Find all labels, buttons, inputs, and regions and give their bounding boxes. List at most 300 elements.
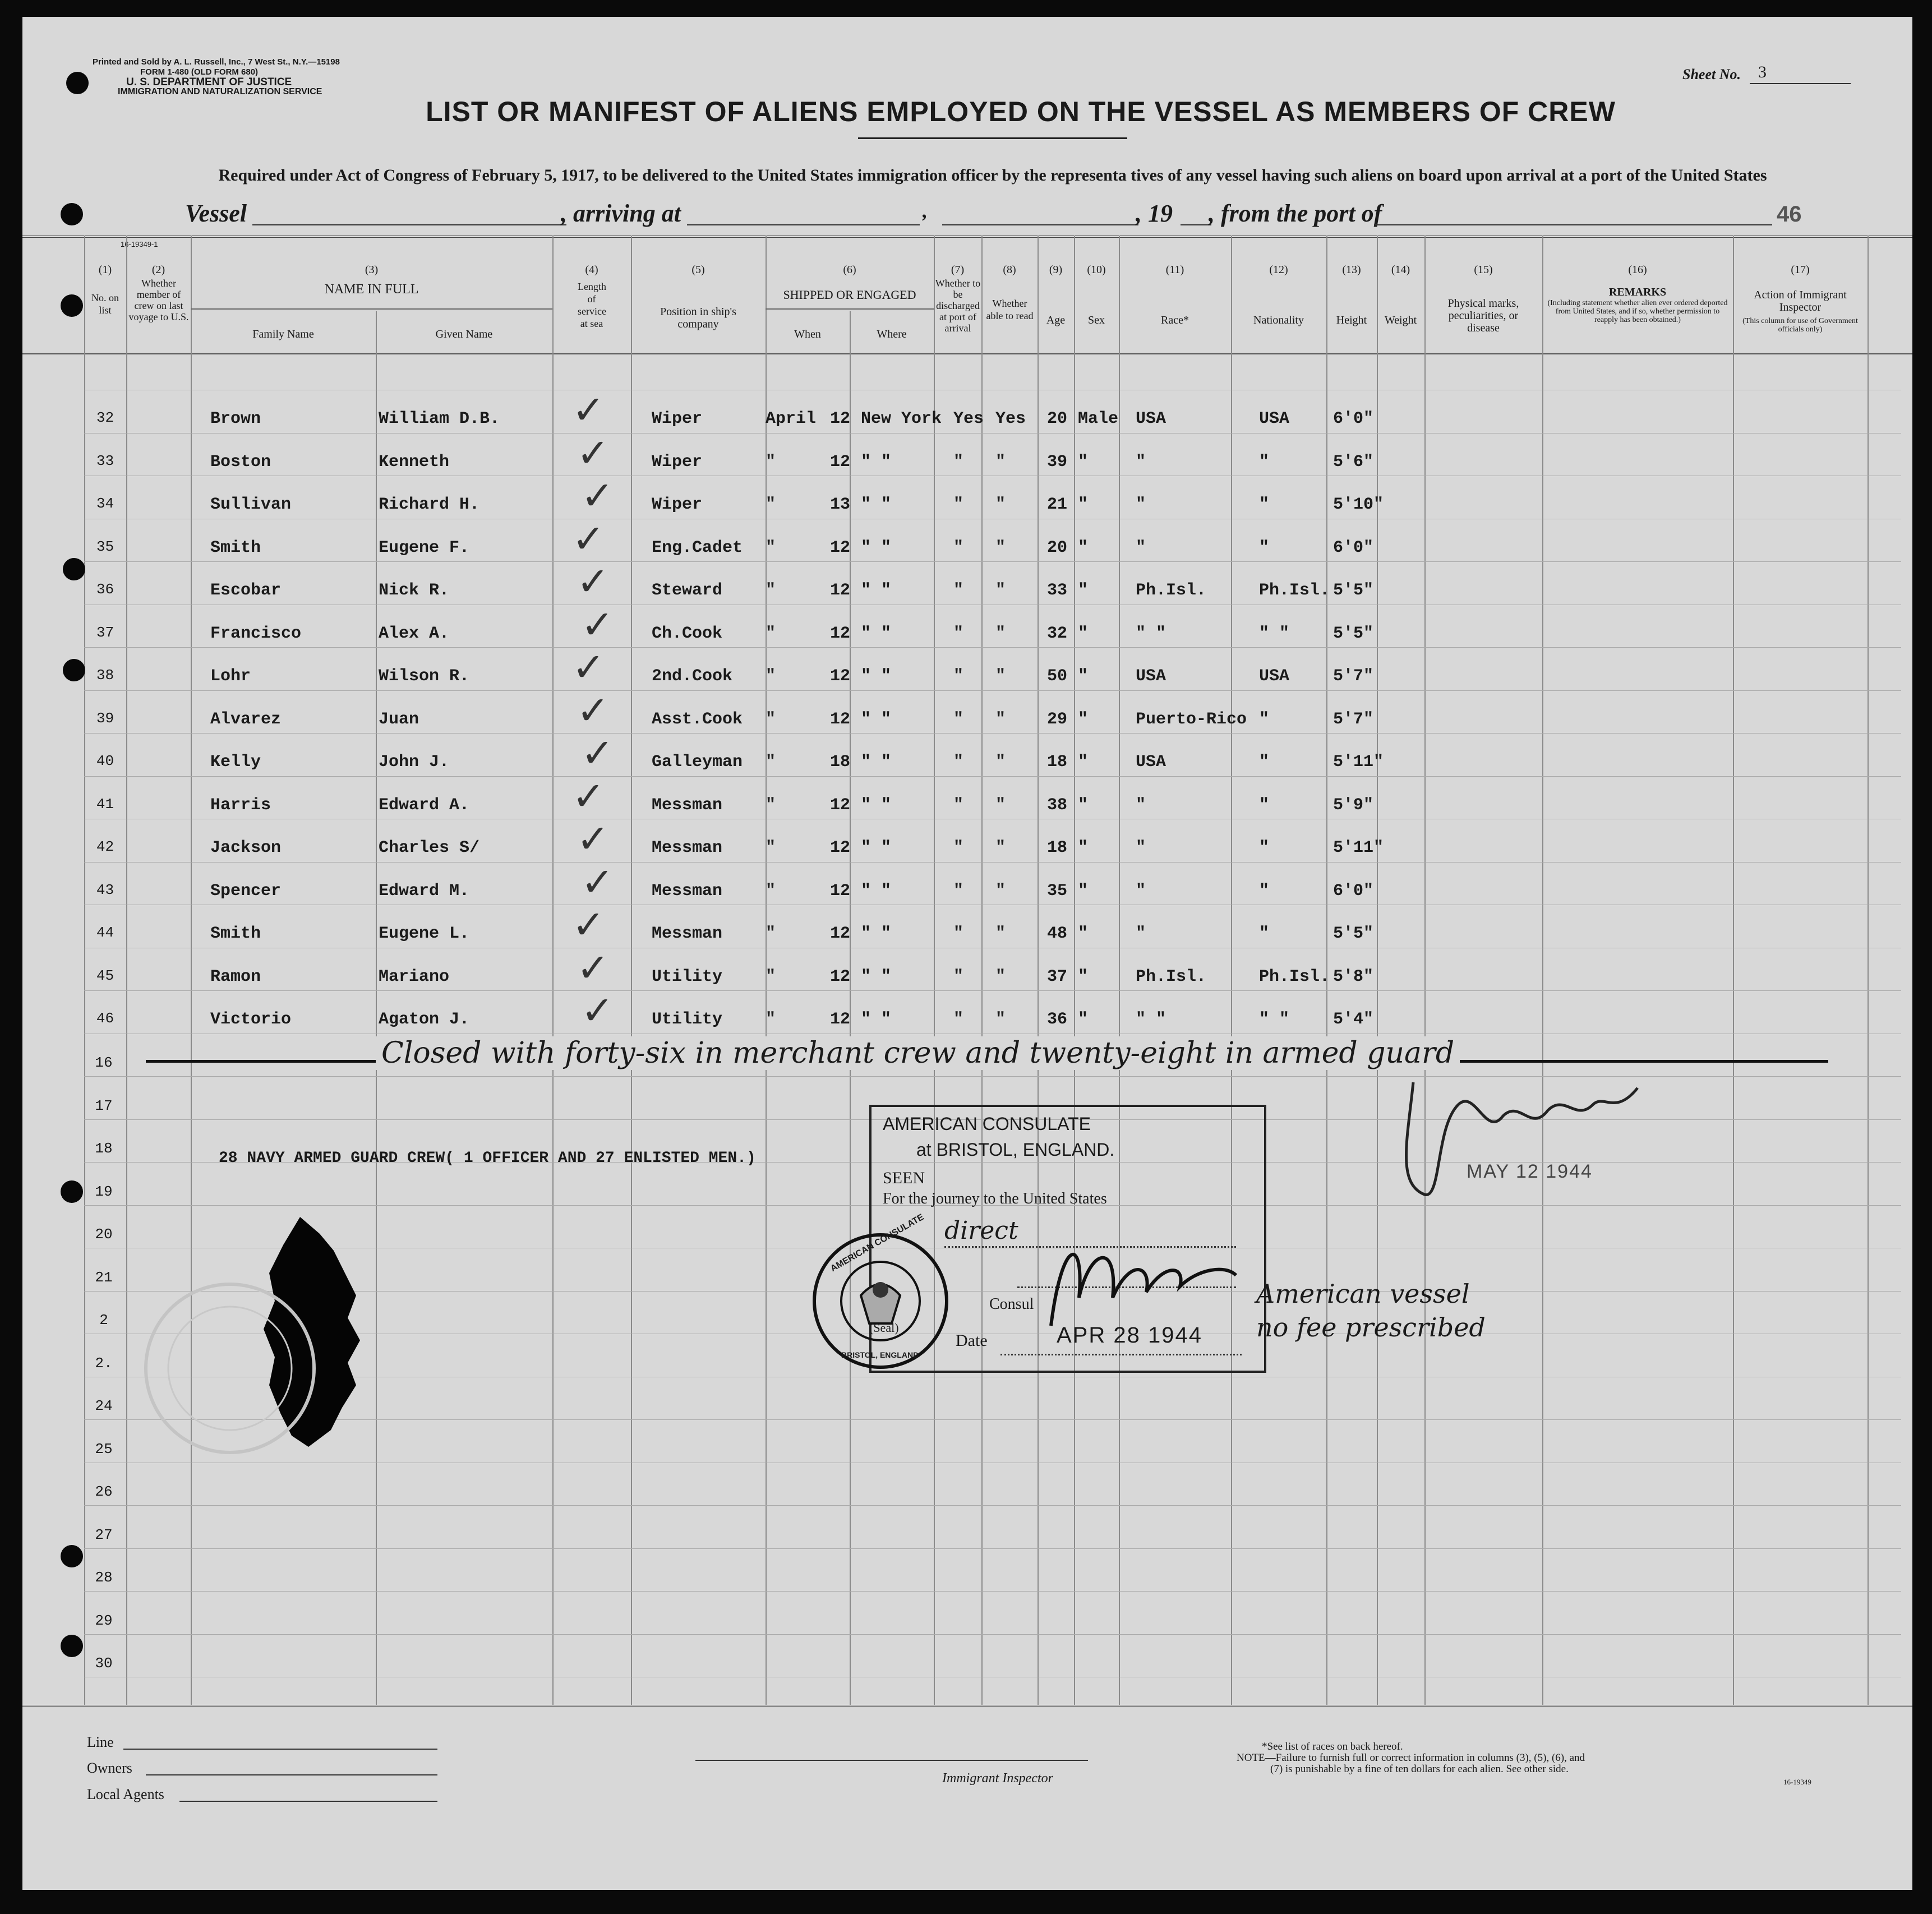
stamp-dotline	[1000, 1354, 1242, 1355]
discharged: Yes	[953, 409, 984, 428]
shipped-when: "	[766, 881, 776, 901]
punch-hole	[61, 203, 83, 225]
position: Wiper	[652, 409, 703, 428]
position: Ch.Cook	[652, 624, 723, 643]
note-line-1: NOTE—Failure to furnish full or correct information in columns (3), (5), (6), and	[1237, 1752, 1585, 1764]
row-number: 34	[96, 495, 114, 512]
table-top-rule	[22, 236, 1912, 238]
able-to-read: "	[995, 881, 1006, 901]
col17-number: (17)	[1791, 264, 1810, 276]
family-name-header: Family Name	[252, 328, 314, 340]
footer-blank	[179, 1801, 437, 1802]
col6-header: SHIPPED OR ENGAGED	[783, 288, 916, 302]
col8-number: (8)	[1003, 264, 1016, 276]
height: 5'11"	[1333, 838, 1384, 857]
grid-line	[84, 1634, 1901, 1635]
nationality: Ph.Isl.	[1259, 581, 1330, 600]
remarks-header: REMARKS	[1608, 286, 1667, 298]
col-rule	[1542, 236, 1543, 1705]
checkmark-icon: ✓	[572, 773, 605, 819]
stamp-consul: Consul	[989, 1295, 1034, 1313]
race: USA	[1136, 753, 1166, 772]
position: Messman	[652, 881, 723, 901]
shipped-subrule	[766, 308, 934, 310]
position: 2nd.Cook	[652, 667, 733, 686]
col8-header: Whether able to read	[986, 298, 1034, 321]
given-name: John J.	[379, 753, 450, 772]
age-header: Age	[1046, 314, 1066, 326]
height: 5'5"	[1333, 624, 1374, 643]
height: 6'0"	[1333, 409, 1374, 428]
port-blank	[1374, 224, 1772, 225]
col-rule	[1038, 236, 1039, 1705]
given-name: Edward A.	[379, 795, 470, 815]
position: Utility	[652, 1010, 723, 1029]
able-to-read: "	[995, 967, 1006, 986]
shipped-where: " "	[861, 881, 892, 901]
row-number: 42	[96, 838, 114, 855]
inspector-signature-line	[695, 1760, 1088, 1761]
col7-number: (7)	[951, 264, 965, 276]
nationality: " "	[1259, 624, 1290, 643]
name-subrule	[191, 308, 552, 310]
able-to-read: Yes	[995, 409, 1026, 428]
stamp-date: APR 28 1944	[1057, 1323, 1202, 1348]
armed-guard-note: 28 NAVY ARMED GUARD CREW( 1 OFFICER AND 27 ENLISTED MEN.)	[219, 1150, 756, 1167]
punch-hole	[61, 1545, 83, 1567]
age: 37	[1047, 967, 1068, 986]
col1-header: No. on list	[91, 292, 119, 316]
shipped-day: 12	[830, 452, 851, 472]
able-to-read: "	[995, 495, 1006, 514]
grid-line	[84, 647, 1901, 648]
checkmark-icon: ✓	[581, 859, 614, 905]
note-line-2: (7) is punishable by a fine of ten dollars for each alien. See other side.	[1270, 1763, 1569, 1775]
race: Ph.Isl.	[1136, 581, 1207, 600]
sex: "	[1078, 667, 1089, 686]
shipped-where: " "	[861, 581, 892, 600]
footer-agents-label: Local Agents	[87, 1786, 164, 1802]
seal-text: AMERICAN CONSULATE	[829, 1212, 926, 1274]
age: 48	[1047, 924, 1068, 943]
col10-number: (10)	[1087, 264, 1106, 276]
row-number: 32	[96, 409, 114, 426]
remarks-subheader: (Including statement whether alien ever ordered deported from United States, and if so, whether permission to reapply has been obtained.)	[1547, 299, 1728, 324]
page-title: LIST OR MANIFEST OF ALIENS EMPLOYED ON THE VESSEL AS MEMBERS OF CREW	[426, 96, 1616, 127]
inspector-signature	[1391, 1071, 1660, 1217]
row-number: 18	[95, 1140, 113, 1157]
footer-line-label: Line	[87, 1734, 114, 1750]
sex: "	[1078, 452, 1089, 472]
height-header: Height	[1336, 314, 1367, 326]
family-name: Escobar	[210, 581, 282, 600]
position: Wiper	[652, 495, 703, 514]
col-rule	[981, 236, 983, 1705]
discharged: "	[953, 967, 964, 986]
able-to-read: "	[995, 581, 1006, 600]
nationality: "	[1259, 753, 1270, 772]
discharged: "	[953, 581, 964, 600]
col13-number: (13)	[1342, 264, 1361, 276]
row-number: 24	[95, 1398, 113, 1414]
nationality: "	[1259, 709, 1270, 729]
shipped-when: "	[766, 495, 776, 514]
position: Eng.Cadet	[652, 538, 743, 557]
position: Messman	[652, 795, 723, 815]
race: "	[1136, 795, 1146, 815]
age: 50	[1047, 667, 1068, 686]
year-label: , 19	[1136, 200, 1173, 227]
shipped-where: " "	[861, 709, 892, 729]
discharged: "	[953, 924, 964, 943]
embossed-seal	[129, 1273, 331, 1464]
sheet-underline	[1750, 83, 1851, 84]
height: 5'7"	[1333, 709, 1374, 729]
shipped-day: 12	[830, 967, 851, 986]
immigrant-inspector-label: Immigrant Inspector	[942, 1771, 1053, 1786]
height: 6'0"	[1333, 538, 1374, 557]
shipped-where: " "	[861, 538, 892, 557]
year-blank	[1181, 224, 1211, 225]
row-number: 29	[95, 1612, 113, 1629]
arriving-blank	[687, 224, 920, 225]
age: 38	[1047, 795, 1068, 815]
col2-number: (2)	[151, 264, 165, 276]
family-name: Spencer	[210, 881, 282, 901]
able-to-read: "	[995, 452, 1006, 472]
nationality: USA	[1259, 409, 1290, 428]
col14-number: (14)	[1391, 264, 1410, 276]
weight-header: Weight	[1384, 314, 1417, 326]
col3-number: (3)	[365, 264, 379, 276]
height: 5'4"	[1333, 1010, 1374, 1029]
age: 20	[1047, 538, 1068, 557]
given-name: Edward M.	[379, 881, 470, 901]
family-name: Alvarez	[210, 709, 282, 729]
able-to-read: "	[995, 795, 1006, 815]
shipped-where: " "	[861, 452, 892, 472]
grid-line	[84, 1548, 1901, 1549]
age: 18	[1047, 753, 1068, 772]
able-to-read: "	[995, 838, 1006, 857]
nationality: "	[1259, 452, 1270, 472]
discharged: "	[953, 881, 964, 901]
given-name: Eugene L.	[379, 924, 470, 943]
col16-number: (16)	[1628, 264, 1647, 276]
row-number: 37	[96, 624, 114, 641]
sex: Male	[1078, 409, 1119, 428]
form-number: FORM 1-480 (OLD FORM 680)	[140, 67, 259, 77]
given-name: Wilson R.	[379, 667, 470, 686]
sex: "	[1078, 881, 1089, 901]
inspector-date-stamp: MAY 12 1944	[1467, 1161, 1593, 1182]
shipped-day: 12	[830, 667, 851, 686]
shipped-day: 12	[830, 538, 851, 557]
discharged: "	[953, 538, 964, 557]
date-blank	[942, 224, 1138, 225]
nationality: "	[1259, 495, 1270, 514]
vessel-blank	[252, 224, 566, 225]
age: 20	[1047, 409, 1068, 428]
height: 5'5"	[1333, 581, 1374, 600]
race: USA	[1136, 409, 1166, 428]
sex: "	[1078, 581, 1089, 600]
race: " "	[1136, 624, 1166, 643]
punch-hole	[61, 294, 83, 317]
stamp-date-label: Date	[956, 1331, 988, 1350]
discharged: "	[953, 452, 964, 472]
race-header: Race*	[1161, 314, 1189, 326]
age: 29	[1047, 709, 1068, 729]
sex: "	[1078, 924, 1089, 943]
sex: "	[1078, 795, 1089, 815]
given-name: Agaton J.	[379, 1010, 470, 1029]
row-number: 33	[96, 452, 114, 469]
grid-line	[84, 1591, 1901, 1592]
able-to-read: "	[995, 538, 1006, 557]
sex: "	[1078, 753, 1089, 772]
race: "	[1136, 881, 1146, 901]
stamp-direct: direct	[944, 1216, 1018, 1245]
height: 6'0"	[1333, 881, 1374, 901]
col9-number: (9)	[1049, 264, 1063, 276]
shipped-day: 18	[830, 753, 851, 772]
col3-header: NAME IN FULL	[324, 282, 419, 297]
nationality: "	[1259, 881, 1270, 901]
shipped-day: 12	[830, 795, 851, 815]
col12-number: (12)	[1269, 264, 1288, 276]
races-note: *See list of races on back hereof.	[1262, 1741, 1403, 1752]
nationality: " "	[1259, 1010, 1290, 1029]
row-number: 28	[95, 1569, 113, 1586]
shipped-day: 12	[830, 581, 851, 600]
stamp-seen: SEEN	[883, 1169, 925, 1187]
shipped-day: 12	[830, 1010, 851, 1029]
col15-number: (15)	[1474, 264, 1493, 276]
col2-header: Whether member of crew on last voyage to U.S.	[128, 278, 189, 322]
position: Galleyman	[652, 753, 743, 772]
given-name: Eugene F.	[379, 538, 470, 557]
family-name: Jackson	[210, 838, 282, 857]
discharged: "	[953, 667, 964, 686]
shipped-when: "	[766, 624, 776, 643]
stamp-location: at BRISTOL, ENGLAND.	[916, 1140, 1115, 1160]
crew-count: 46	[1777, 202, 1802, 227]
position: Steward	[652, 581, 723, 600]
footer-blank	[146, 1774, 437, 1775]
row-number: 2	[99, 1312, 108, 1329]
row-number: 46	[96, 1010, 114, 1027]
form-code: 16-19349-1	[121, 240, 158, 248]
row-number: 20	[95, 1226, 113, 1243]
family-name: Sullivan	[210, 495, 292, 514]
sheet-label: Sheet No.	[1682, 66, 1741, 82]
family-name: Brown	[210, 409, 261, 428]
race: " "	[1136, 1010, 1166, 1029]
given-name: Mariano	[379, 967, 450, 986]
position: Asst.Cook	[652, 709, 743, 729]
given-name: Alex A.	[379, 624, 450, 643]
checkmark-icon: ✓	[572, 515, 605, 562]
sex: "	[1078, 838, 1089, 857]
shipped-when: "	[766, 538, 776, 557]
shipped-day: 12	[830, 924, 851, 943]
family-name: Harris	[210, 795, 271, 815]
shipped-where: " "	[861, 1010, 892, 1029]
position: Utility	[652, 967, 723, 986]
col-rule	[850, 311, 851, 1705]
shipped-where: " "	[861, 753, 892, 772]
col4-number: (4)	[585, 264, 598, 276]
nationality: "	[1259, 838, 1270, 857]
age: 32	[1047, 624, 1068, 643]
col-rule	[191, 236, 192, 1705]
col-rule	[1424, 236, 1426, 1705]
given-name: Charles S/	[379, 838, 480, 857]
row-number: 41	[96, 795, 114, 813]
height: 5'7"	[1333, 667, 1374, 686]
checkmark-icon: ✓	[581, 730, 614, 776]
grid-line	[84, 561, 1901, 562]
family-name: Smith	[210, 924, 261, 943]
race: "	[1136, 452, 1146, 472]
nationality: "	[1259, 924, 1270, 943]
closing-note: Closed with forty-six in merchant crew and twenty-eight in armed guard	[376, 1036, 1460, 1070]
col-rule	[1231, 236, 1232, 1705]
discharged: "	[953, 1010, 964, 1029]
sex: "	[1078, 538, 1089, 557]
checkmark-icon: ✓	[581, 988, 614, 1034]
discharged: "	[953, 795, 964, 815]
where-header: Where	[877, 328, 907, 340]
shipped-where: " "	[861, 967, 892, 986]
given-name: Richard H.	[379, 495, 480, 514]
handwritten-note-vessel: American vessel	[1256, 1279, 1470, 1309]
grid-line	[84, 776, 1901, 777]
vessel-label: Vessel	[185, 200, 247, 227]
shipped-day: 13	[830, 495, 851, 514]
col-rule	[1119, 236, 1120, 1705]
age: 33	[1047, 581, 1068, 600]
col1-number: (1)	[98, 264, 112, 276]
discharged: "	[953, 495, 964, 514]
checkmark-icon: ✓	[581, 601, 614, 648]
grid-line	[84, 1505, 1901, 1506]
handwritten-note-fee: no fee prescribed	[1256, 1312, 1486, 1343]
sex: "	[1078, 709, 1089, 729]
col4-header: Length of service at sea	[578, 281, 606, 329]
checkmark-icon: ✓	[577, 430, 610, 476]
nationality-header: Nationality	[1253, 314, 1304, 326]
family-name: Ramon	[210, 967, 261, 986]
race: Ph.Isl.	[1136, 967, 1207, 986]
row-number: 16	[95, 1054, 113, 1071]
family-name: Boston	[210, 452, 271, 472]
service: IMMIGRATION AND NATURALIZATION SERVICE	[118, 87, 322, 96]
punch-hole	[61, 1180, 83, 1203]
given-name: Nick R.	[379, 581, 450, 600]
table-bottom-rule	[22, 1705, 1912, 1707]
shipped-day: 12	[830, 409, 851, 428]
nationality: "	[1259, 538, 1270, 557]
row-number: 45	[96, 967, 114, 984]
discharged: "	[953, 624, 964, 643]
department: U. S. DEPARTMENT OF JUSTICE	[126, 76, 292, 88]
col-rule	[1074, 236, 1075, 1705]
punch-hole	[63, 558, 85, 580]
action-subheader: (This column for use of Government officials only)	[1742, 317, 1858, 334]
grid-line	[84, 690, 1901, 691]
age: 21	[1047, 495, 1068, 514]
shipped-day: 12	[830, 881, 851, 901]
comma: ,	[923, 200, 928, 222]
age: 35	[1047, 881, 1068, 901]
height: 5'11"	[1333, 753, 1384, 772]
manifest-sheet	[22, 17, 1912, 1890]
family-name: Lohr	[210, 667, 251, 686]
able-to-read: "	[995, 1010, 1006, 1029]
punch-hole	[61, 1635, 83, 1657]
footer-owners-label: Owners	[87, 1760, 132, 1776]
col-rule	[376, 311, 377, 1705]
given-name: Juan	[379, 709, 419, 729]
header-bottom-rule	[22, 353, 1912, 354]
shipped-day: 12	[830, 624, 851, 643]
when-header: When	[794, 328, 821, 340]
from-port-label: , from the port of	[1209, 200, 1382, 227]
row-number: 26	[95, 1483, 113, 1500]
shipped-when: April	[766, 409, 817, 428]
age: 36	[1047, 1010, 1068, 1029]
given-name: Kenneth	[379, 452, 450, 472]
family-name: Victorio	[210, 1010, 292, 1029]
row-number: 21	[95, 1269, 113, 1286]
position: Wiper	[652, 452, 703, 472]
sheet-number: 3	[1758, 63, 1767, 81]
row-number: 30	[95, 1655, 113, 1672]
row-number: 17	[95, 1097, 113, 1114]
sex: "	[1078, 495, 1089, 514]
height: 5'9"	[1333, 795, 1374, 815]
discharged: "	[953, 753, 964, 772]
checkmark-icon: ✓	[577, 559, 610, 605]
race: "	[1136, 838, 1146, 857]
shipped-where: " "	[861, 624, 892, 643]
shipped-where: New York	[861, 409, 942, 428]
able-to-read: "	[995, 624, 1006, 643]
checkmark-icon: ✓	[581, 473, 614, 519]
checkmark-icon: ✓	[572, 387, 605, 433]
shipped-when: "	[766, 452, 776, 472]
row-number: 44	[96, 924, 114, 941]
race: Puerto-Rico	[1136, 709, 1247, 729]
action-header: Action of Immigrant Inspector	[1754, 289, 1847, 313]
age: 18	[1047, 838, 1068, 857]
punch-hole	[63, 659, 85, 681]
physical-marks-header: Physical marks, peculiarities, or disease	[1447, 297, 1519, 334]
row-number: 2.	[95, 1354, 113, 1372]
footer-blank	[123, 1749, 437, 1750]
col-rule	[126, 236, 127, 1705]
col-rule	[1868, 236, 1869, 1705]
able-to-read: "	[995, 924, 1006, 943]
grid-line	[84, 990, 1901, 991]
col7-header: Whether to be discharged at port of arrival	[935, 278, 981, 334]
col11-number: (11)	[1165, 264, 1184, 276]
col5-number: (5)	[691, 264, 705, 276]
punch-hole	[66, 72, 89, 94]
title-rule	[858, 137, 1127, 139]
